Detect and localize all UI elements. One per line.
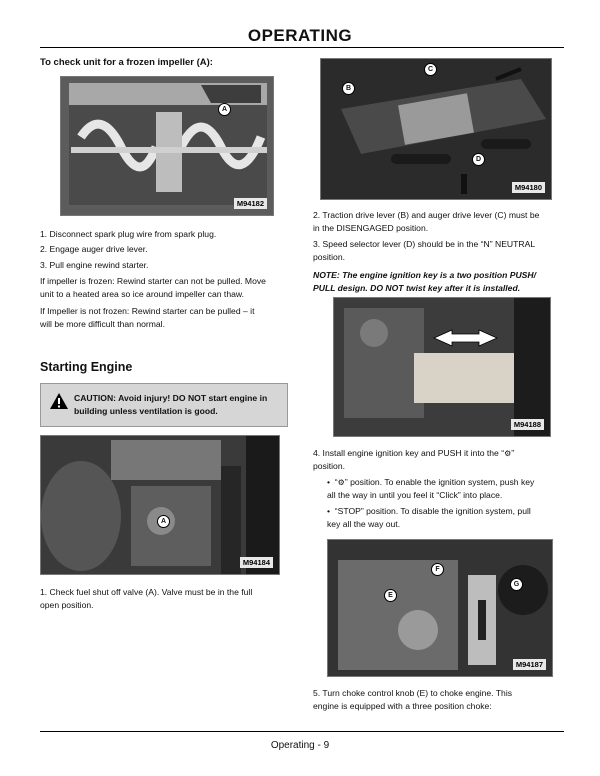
bullet: •: [327, 477, 331, 487]
photo-id-label: M94180: [512, 182, 545, 193]
step-4-line: position.: [313, 461, 346, 471]
impeller-photo: [60, 76, 274, 216]
step-4-quote: ”: [511, 448, 515, 458]
photo-id-label: M94188: [511, 419, 544, 430]
callout-c: C: [424, 63, 437, 76]
callout-a: A: [218, 103, 231, 116]
page-title: OPERATING: [247, 26, 353, 45]
step-4-line: [313, 447, 514, 461]
step-4-text: 4. Install engine ignition key and PUSH it into the “: [313, 448, 505, 458]
choke-knob-photo: [327, 539, 553, 677]
callout-d: D: [472, 153, 485, 166]
photo-id-label: M94187: [513, 659, 546, 670]
page-footer: Operating - 9: [270, 740, 330, 751]
step-2: 2. Engage auger drive lever.: [40, 244, 148, 254]
ignition-run-icon: ⚙: [504, 449, 512, 458]
ignition-note-line: PULL design. DO NOT twist key after it is installed.: [313, 283, 521, 293]
step-3: 3. Pull engine rewind starter.: [40, 260, 149, 270]
step-5-line: 5. Turn choke control knob (E) to choke engine. This: [313, 688, 513, 698]
fuel-valve-photo: [40, 435, 280, 575]
bullet-text: “STOP” position. To disable the ignition system, pull: [334, 506, 531, 516]
not-frozen-text-line: If Impeller is not frozen: Rewind starter can be pulled – it: [40, 306, 255, 316]
caution-line: building unless ventilation is good.: [74, 405, 218, 416]
step-fuel-line: 1. Check fuel shut off valve (A). Valve must be in the full: [40, 587, 253, 597]
bullet: •: [327, 506, 331, 516]
caution-line: CAUTION: Avoid injury! DO NOT start engine in: [74, 393, 268, 403]
photo-id-label: M94182: [234, 198, 267, 209]
bullet-stop-line: [327, 505, 531, 518]
step-3-line: position.: [313, 252, 346, 262]
warning-icon: [49, 392, 69, 410]
bullet-quote: “: [334, 477, 338, 487]
step-3-line: 3. Speed selector lever (D) should be in the “N” NEUTRAL: [313, 239, 536, 249]
step-5-line: engine is equipped with a three position choke:: [313, 701, 492, 711]
step-2-line: in the DISENGAGED position.: [313, 223, 429, 233]
callout-a: A: [157, 515, 170, 528]
ignition-key-photo: [333, 297, 551, 437]
footer-divider: [40, 731, 564, 732]
header-divider: [40, 47, 564, 48]
callout-g: G: [510, 578, 523, 591]
starting-engine-heading: Starting Engine: [40, 360, 133, 374]
callout-b: B: [342, 82, 355, 95]
bullet-run-line: all the way in until you feel it “Click” into place.: [327, 490, 503, 500]
caution-text: [74, 392, 284, 417]
frozen-text-line: unit to a heated area so ice around impeller can thaw.: [40, 289, 244, 299]
frozen-text-line: If impeller is frozen: Rewind starter can not be pulled. Move: [40, 276, 266, 286]
step-1: 1. Disconnect spark plug wire from spark plug.: [40, 229, 217, 239]
bullet-stop-line: key all the way out.: [327, 519, 401, 529]
step-2-line: 2. Traction drive lever (B) and auger drive lever (C) must be: [313, 210, 540, 220]
photo-id-label: M94184: [240, 557, 273, 568]
callout-f: F: [431, 563, 444, 576]
step-fuel-line: open position.: [40, 600, 94, 610]
control-levers-photo: [320, 58, 552, 200]
callout-e: E: [384, 589, 397, 602]
caution-box: [40, 383, 288, 427]
bullet-run-line: [327, 476, 534, 490]
not-frozen-text-line: will be more difficult than normal.: [40, 319, 165, 329]
ignition-run-icon: ⚙: [337, 478, 345, 487]
ignition-note-line: NOTE: The engine ignition key is a two position PUSH/: [313, 270, 536, 280]
impeller-check-heading: To check unit for a frozen impeller (A):: [40, 57, 213, 68]
bullet-text: ” position. To enable the ignition system, push key: [344, 477, 535, 487]
